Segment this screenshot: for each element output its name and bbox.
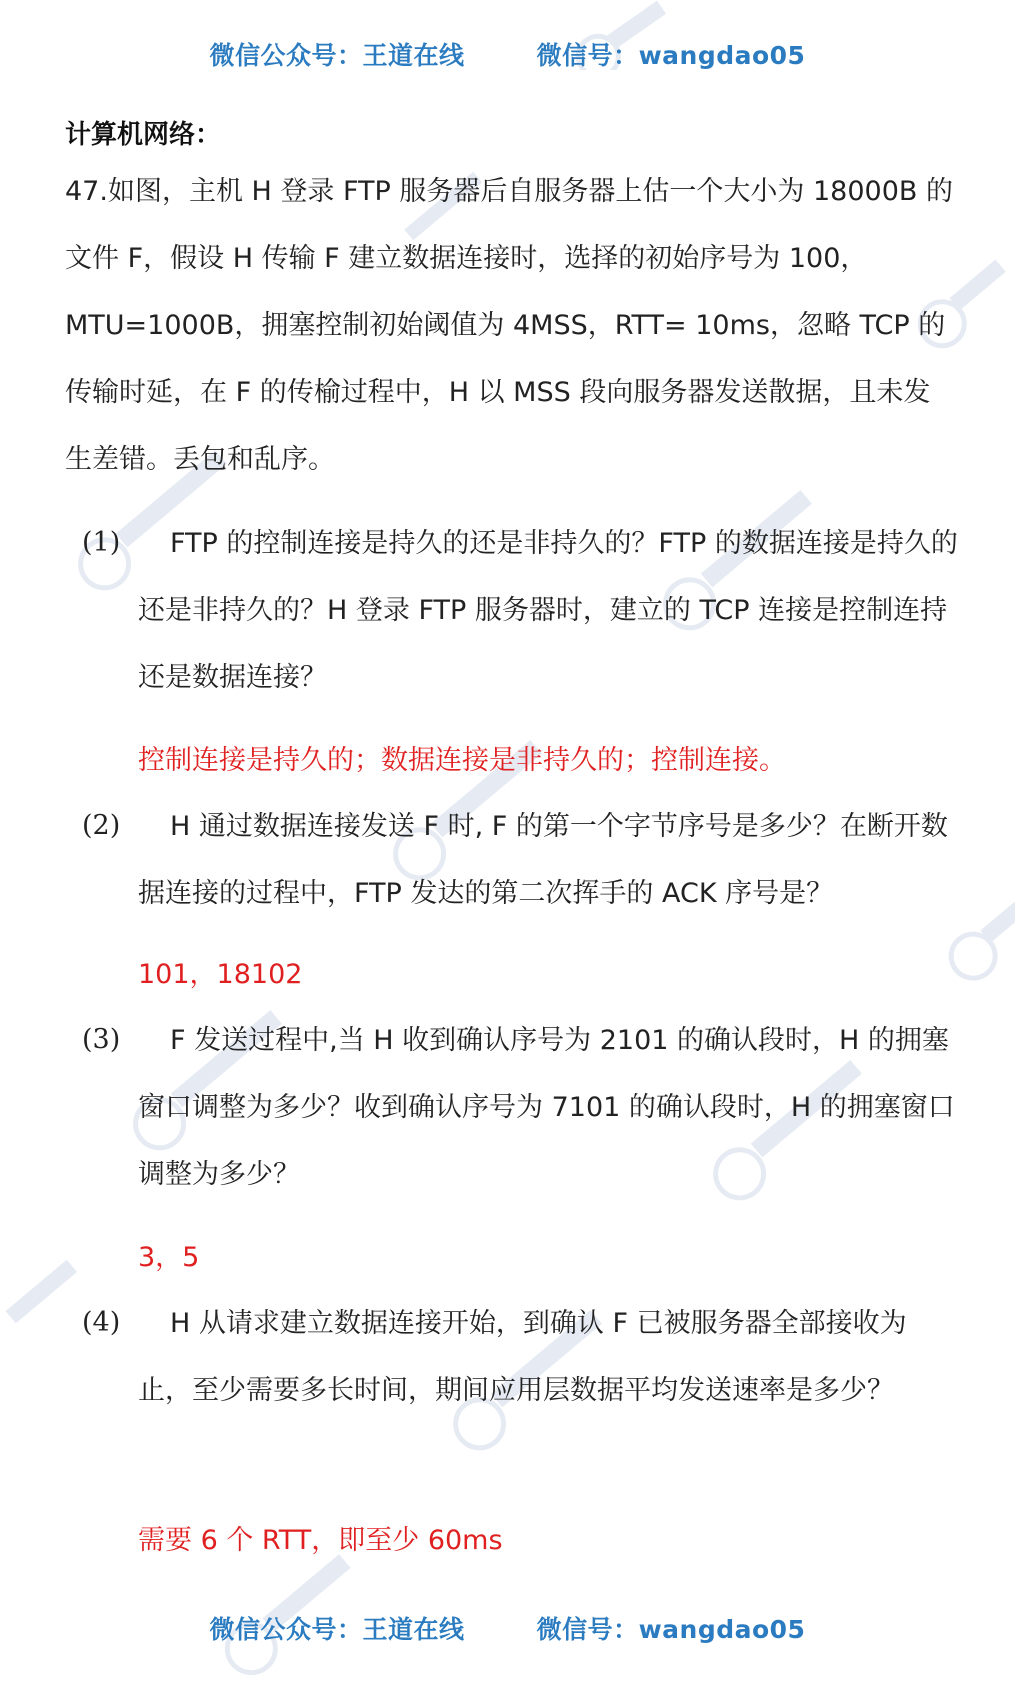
question-text-1: FTP 的控制连接是持久的还是非持久的？FTP 的数据连接是持久的还是非持久的？H 登录 FTP 服务器时，建立的 TCP 连接是控制连持还是数据连接？ bbox=[138, 528, 958, 693]
question-number-4: (4) bbox=[82, 1307, 121, 1338]
answer-2: 101，18102 bbox=[138, 959, 303, 990]
question-text-2: H 通过数据连接发送 F 时, F 的第一个字节序号是多少？在断开数据连接的过程中，FTP 发达的第二次挥手的 ACK 序号是？ bbox=[138, 811, 948, 909]
footer-wechat-id: 微信号：wangdao05 bbox=[536, 1615, 806, 1644]
problem-stem: 47.如图，主机 H 登录 FTP 服务器后自服务器上估一个大小为 18000B 的文件 F，假设 H 传输 F 建立数据连接时，选择的初始序号为 100，MTU=1000B，拥塞控制初始阈值为 4MSS，RTT= 10ms，忽略 TCP 的传输时延，在 F 的传榆过程中，H 以 MSS 段向服务器发送散据，且未发生差错。丢包和乱序。 bbox=[65, 176, 953, 475]
question-text-4: H 从请求建立数据连接开始，到确认 F 已被服务器全部接收为止，至少需要多长时间，期间应用层数据平均发送速率是多少？ bbox=[138, 1308, 907, 1406]
footer-wechat-account: 微信公众号：王道在线 bbox=[209, 1615, 465, 1644]
question-number-1: (1) bbox=[82, 527, 121, 558]
section-title: 计算机网络： bbox=[65, 120, 222, 150]
answer-3: 3，5 bbox=[138, 1242, 200, 1273]
answer-4: 需要 6 个 RTT，即至少 60ms bbox=[138, 1525, 503, 1556]
watermark-logo-icon bbox=[0, 1240, 80, 1340]
page-header bbox=[0, 36, 1015, 72]
answer-1: 控制连接是持久的；数据连接是非持久的；控制连接。 bbox=[138, 745, 786, 776]
header-wechat-id: 微信号：wangdao05 bbox=[536, 41, 806, 70]
question-number-3: (3) bbox=[82, 1024, 121, 1055]
question-number-2: (2) bbox=[82, 810, 121, 841]
header-wechat-account: 微信公众号：王道在线 bbox=[209, 41, 465, 70]
page-footer bbox=[0, 1610, 1015, 1646]
question-text-3: F 发送过程中,当 H 收到确认序号为 2101 的确认段时，H 的拥塞窗口调整为多少？收到确认序号为 7101 的确认段时，H 的拥塞窗口调整为多少？ bbox=[138, 1025, 955, 1190]
